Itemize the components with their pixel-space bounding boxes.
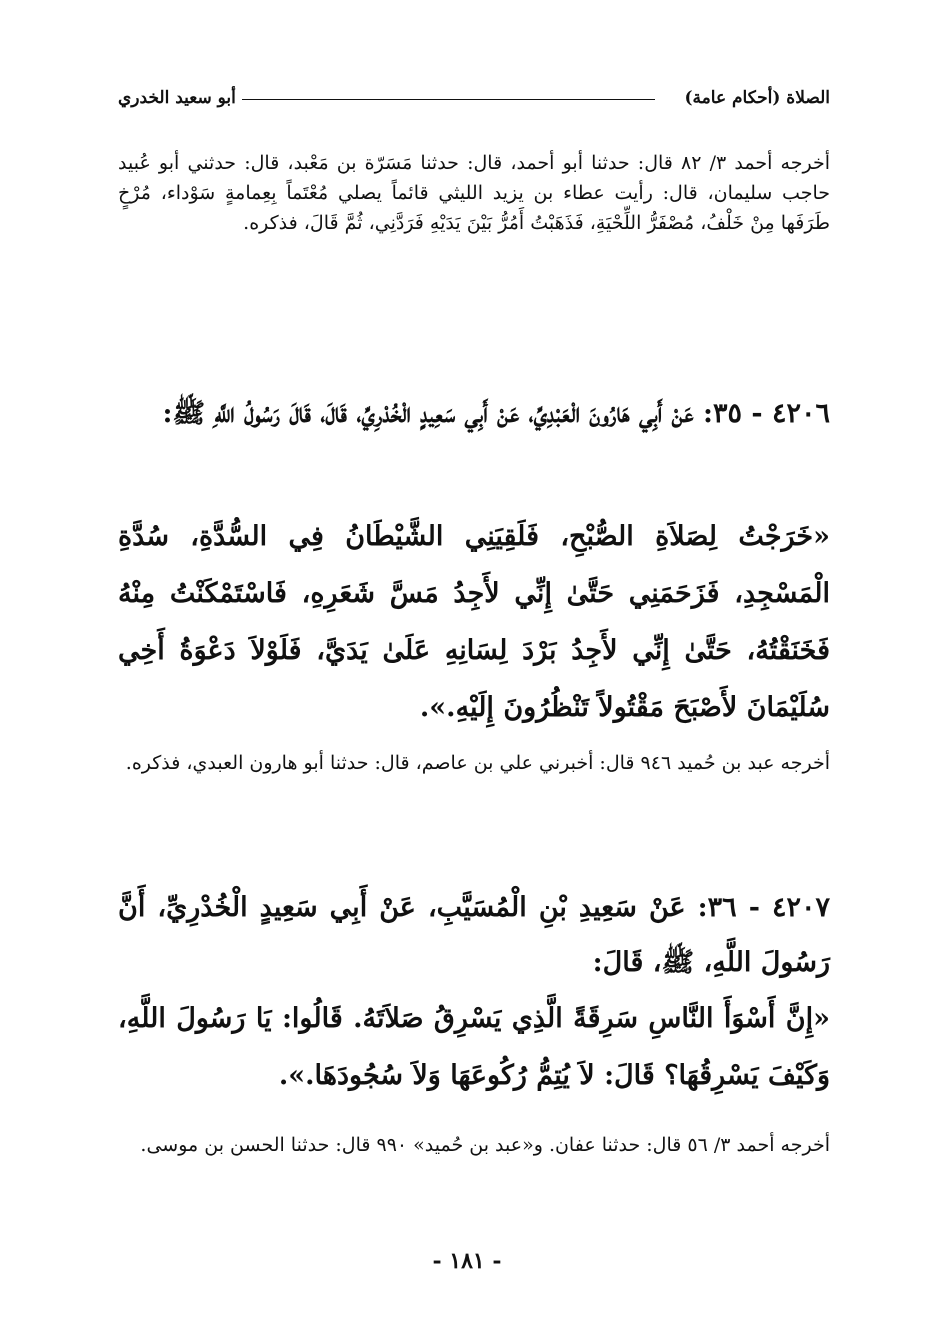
hadith-36-isnad: ٤٢٠٧ - ٣٦: عَنْ سَعِيدِ بْنِ الْمُسَيَّبِ، عَنْ أَبِي سَعِيدٍ الْخُدْرِيِّ، أَنَّ رَسُولَ اللَّهِ، ﷺ، قَالَ: — [118, 892, 831, 978]
takhrij-note-36: أخرجه أحمد ٣/ ٥٦ قال: حدثنا عفان. و«عبد بن حُميد» ٩٩٠ قال: حدثنا الحسن بن موسى. — [140, 1134, 830, 1156]
takhrij-note-35: أخرجه عبد بن حُميد ٩٤٦ قال: أخبرني علي بن عاصم، قال: حدثنا أبو هارون العبدي، فذكره. — [125, 752, 830, 774]
header-narrator: أبو سعيد الخدري — [118, 88, 236, 108]
page-number: - ١٨١ - — [432, 1248, 502, 1274]
hadith-36-matn: «إِنَّ أَسْوَأَ النَّاسِ سَرِقَةً الَّذِي يَسْرِقُ صَلاَتَهُ. قَالُوا: يَا رَسُولَ اللَّهِ، وَكَيْفَ يَسْرِقُهَا؟ قَالَ: لاَ يُتِمُّ رُكُوعَهَا وَلاَ سُجُودَهَا.». — [118, 1003, 830, 1091]
hadith-35-matn: «خَرَجْتُ لِصَلاَةِ الصُّبْحِ، فَلَقِيَنِي الشَّيْطَانُ فِي السُّدَّةِ، سُدَّةِ الْمَسْجِدِ، فَزَحَمَنِي حَتَّىٰ إِنِّي لأَجِدُ مَسَّ شَعَرِهِ، فَاسْتَمْكَنْتُ مِنْهُ فَخَنَقْتُهُ، حَتَّىٰ إِنِّي لأَجِدُ بَرْدَ لِسَانِهِ عَلَىٰ يَدَيَّ، فَلَوْلاَ دَعْوَةُ أَخِي سُلَيْمَانَ لأَصْبَحَ مَقْتُولاً تَنْظُرُونَ إِلَيْهِ.». — [118, 521, 830, 723]
header-rule — [242, 99, 655, 100]
running-header — [118, 88, 830, 118]
header-section-title: الصلاة (أحكام عامة) — [684, 88, 830, 108]
hadith-35-isnad: ٤٢٠٦ - ٣٥: عَنْ أَبِي هَارُونَ الْعَبْدِيِّ، عَنْ أَبِي سَعِيدٍ الْخُدْرِيِّ، قَالَ، قَالَ رَسُولُ اللَّهِ ﷺ: — [162, 398, 830, 429]
takhrij-note-34: أخرجه أحمد ٣/ ٨٢ قال: حدثنا أبو أحمد، قال: حدثنا مَسَرّة بن مَعْبد، قال: حدثني أبو عُبيد حاجب سليمان، قال: رأيت عطاء بن يزيد الليثي قائماً يصلي مُعْتَماً بِعِمامةٍ سَوْداء، مُرْخٍ طَرَفَها مِنْ خَلْفُ، مُصْفَرُّ اللِّحْيَةِ، فَذَهَبْتُ أَمُرُّ بَيْنَ يَدَيْهِ فَرَدَّنِي، ثُمَّ قَالَ، فذكره. — [118, 152, 830, 234]
